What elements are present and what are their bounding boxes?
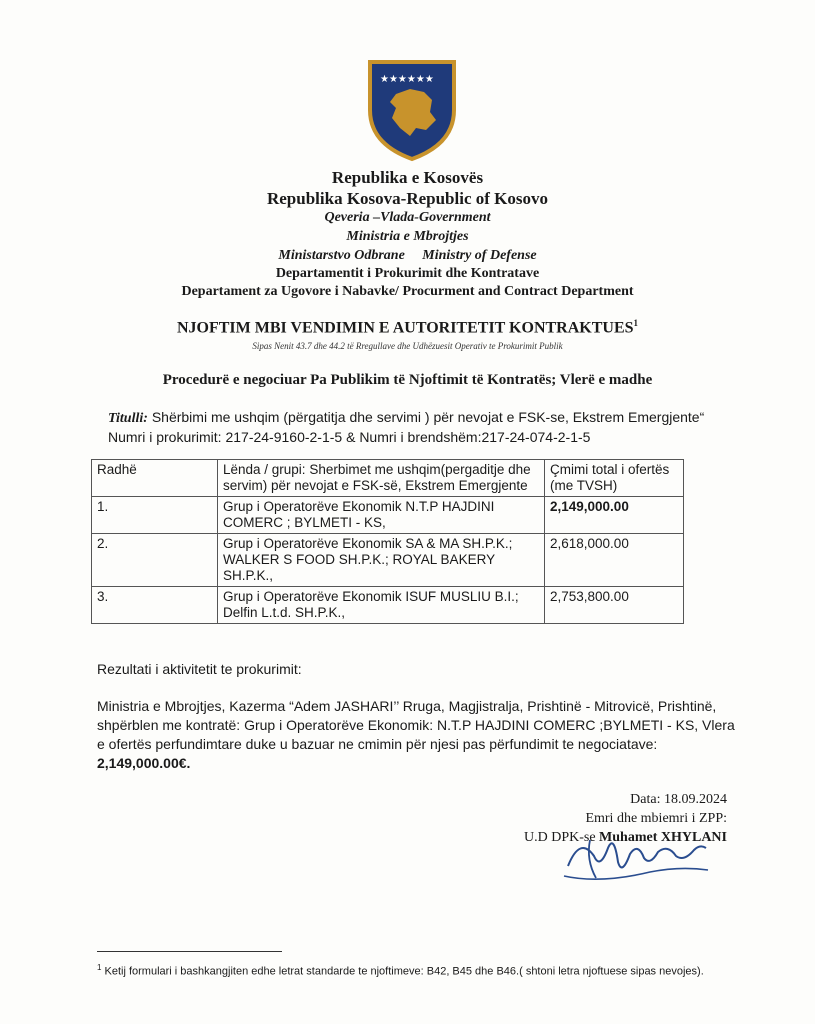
- table-row: [92, 497, 684, 534]
- signature-name-label: Emri dhe mbiemri i ZPP:: [585, 811, 727, 826]
- signature-prefix: U.D DPK-se: [523, 830, 600, 845]
- row-price: 2,753,800.00: [545, 587, 684, 624]
- header-subject: Lënda / grupi: Sherbimet me ushqim(pergaditje dhe servim) për nevojat e FSK-së, Ekstrem Emergjente: [218, 460, 545, 497]
- table-header-row: [92, 460, 684, 497]
- signature-date: Data: 18.09.2024: [630, 792, 727, 807]
- header-government: Qeveria –Vlada-Government: [324, 210, 491, 225]
- row-price: 2,149,000.00: [545, 497, 684, 534]
- header-department-sq: Departamentit i Prokurimit dhe Kontratave: [275, 266, 540, 281]
- header-ministry-sr: Ministarstvo Odbrane: [278, 248, 405, 263]
- header-department-sr-en: Departament za Ugovore i Nabavke/ Procurment and Contract Department: [181, 284, 634, 299]
- footnote-text: Ketij formulari i bashkangjiten edhe letrat standarde te njoftimeve: B42, B45 dhe B46.( shtoni letra njoftuese sipas nevojes).: [101, 965, 704, 978]
- notice-title-text: NJOFTIM MBI VENDIMIN E AUTORITETIT KONTRAKTUES: [176, 319, 634, 337]
- tender-title-label: Titulli:: [108, 411, 148, 426]
- row-price: 2,618,000.00: [545, 534, 684, 587]
- kosovo-coat-of-arms-icon: [366, 58, 458, 162]
- table-row: [92, 534, 684, 587]
- signature-official-name: Muhamet XHYLANI: [599, 830, 727, 845]
- handwritten-signature-icon: [560, 826, 710, 888]
- notice-title: [0, 318, 815, 337]
- row-number: 1.: [92, 497, 218, 534]
- row-group: Grup i Operatorëve Ekonomik N.T.P HAJDINI COMERC ; BYLMETI - KS,: [218, 497, 545, 534]
- notice-subtitle: Sipas Nenit 43.7 dhe 44.2 të Rregullave dhe Udhëzuesit Operativ te Prokurimit Publik: [252, 341, 563, 351]
- offers-table: [91, 459, 684, 624]
- header-ministry-sr-en: [0, 248, 815, 264]
- procedure-type: Procedurë e negociuar Pa Publikim të Njoftimit të Kontratës; Vlerë e madhe: [162, 372, 653, 388]
- header-republic-multilang: Republika Kosova-Republic of Kosovo: [266, 189, 548, 208]
- footnote-divider: [97, 951, 282, 952]
- tender-title: [108, 408, 708, 447]
- award-amount: 2,149,000.00€.: [97, 755, 191, 771]
- row-group: Grup i Operatorëve Ekonomik ISUF MUSLIU B.I.; Delfin L.t.d. SH.P.K.,: [218, 587, 545, 624]
- footnote-mark: 1: [633, 318, 639, 328]
- header-total-price: Çmimi total i ofertës (me TVSH): [545, 460, 684, 497]
- header-ministry-sq: Ministria e Mbrojtjes: [346, 229, 469, 244]
- footnote-number: 1: [97, 963, 102, 972]
- svg-text:★★★★★★: ★★★★★★: [380, 74, 434, 85]
- row-number: 3.: [92, 587, 218, 624]
- header-ministry-en: Ministry of Defense: [422, 248, 537, 263]
- award-text: Ministria e Mbrojtjes, Kazerma “Adem JASHARI’’ Rruga, Magjistralja, Prishtinë - Mitrovicë, Prishtinë, shpërblen me kontratë: Grup i Operatorëve Ekonomik: N.T.P HAJDINI COMERC ;BYLMETI - KS, Vlera e ofertës perfundimtare duke u bazuar ne cmimin për njesi pas përfundimit te negociatave:: [97, 698, 735, 752]
- row-number: 2.: [92, 534, 218, 587]
- award-paragraph: [97, 697, 737, 773]
- row-group: Grup i Operatorëve Ekonomik SA & MA SH.P.K.; WALKER S FOOD SH.P.K.; ROYAL BAKERY SH.P.K.,: [218, 534, 545, 587]
- footnote: [97, 960, 737, 980]
- tender-title-text: Shërbimi me ushqim (përgatitja dhe servimi ) për nevojat e FSK-se, Ekstrem Emergjente“ Numri i prokurimit: 217-24-9160-2-1-5 & Numri i brendshëm:217-24-074-2-1-5: [108, 409, 705, 445]
- table-row: [92, 587, 684, 624]
- result-heading: Rezultati i aktivitetit te prokurimit:: [97, 661, 302, 677]
- header-republic-sq: Republika e Kosovës: [331, 168, 484, 187]
- header-rank: Radhë: [92, 460, 218, 497]
